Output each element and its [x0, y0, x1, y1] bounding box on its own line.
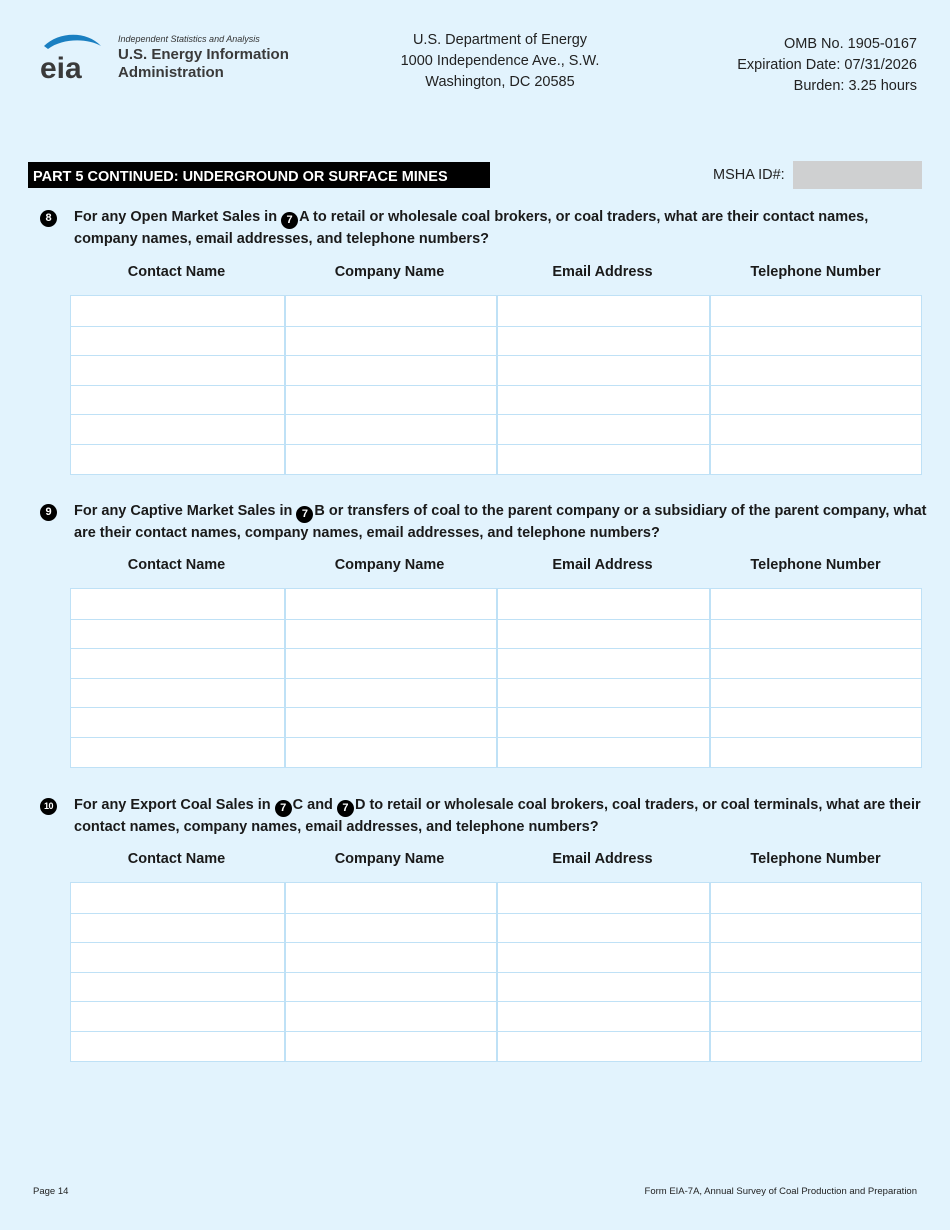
contact-name-input[interactable]	[71, 679, 284, 708]
table-row	[71, 737, 921, 767]
email-address-input[interactable]	[496, 445, 709, 474]
table-row	[71, 619, 921, 649]
col-contact-name: Contact Name	[127, 557, 226, 573]
email-address-input[interactable]	[496, 708, 709, 737]
contact-name-input[interactable]	[71, 589, 284, 619]
doe-address	[380, 30, 620, 93]
telephone-number-input[interactable]	[709, 943, 922, 972]
table-header	[70, 264, 922, 286]
contact-name-input[interactable]	[71, 883, 284, 913]
contact-name-input[interactable]	[71, 973, 284, 1002]
email-address-input[interactable]	[496, 943, 709, 972]
question-text-part: D to retail or wholesale coal brokers, coal traders, or coal terminals, what are their contact names, company names, email addresses, and telephone numbers?	[74, 797, 921, 835]
email-address-input[interactable]	[496, 386, 709, 415]
telephone-number-input[interactable]	[709, 589, 922, 619]
agency-name	[118, 46, 289, 82]
question-text-part: C and	[292, 797, 337, 813]
company-name-input[interactable]	[284, 415, 497, 444]
contact-name-input[interactable]	[71, 738, 284, 767]
company-name-input[interactable]	[284, 589, 497, 619]
logo-tagline: Independent Statistics and Analysis	[118, 34, 260, 44]
telephone-number-input[interactable]	[709, 883, 922, 913]
contact-name-input[interactable]	[71, 1032, 284, 1061]
email-address-input[interactable]	[496, 620, 709, 649]
question-7-reference-badge: 7	[275, 800, 292, 817]
question-7-reference-badge: 7	[296, 506, 313, 523]
table-row	[71, 707, 921, 737]
table-row	[71, 678, 921, 708]
col-company-name: Company Name	[334, 557, 445, 573]
col-company-name: Company Name	[334, 264, 445, 280]
table-row	[71, 972, 921, 1002]
table-row	[71, 1031, 921, 1061]
col-telephone-number: Telephone Number	[750, 557, 881, 573]
question-text	[74, 795, 934, 838]
page-number: Page 14	[33, 1186, 69, 1197]
company-name-input[interactable]	[284, 1002, 497, 1031]
question-7-reference-badge: 7	[281, 212, 298, 229]
company-name-input[interactable]	[284, 973, 497, 1002]
email-address-input[interactable]	[496, 327, 709, 356]
address-line1: U.S. Department of Energy	[412, 32, 588, 48]
telephone-number-input[interactable]	[709, 1032, 922, 1061]
msha-id-label: MSHA ID#:	[713, 167, 785, 183]
email-address-input[interactable]	[496, 296, 709, 326]
table-body	[70, 588, 922, 768]
table-row	[71, 913, 921, 943]
telephone-number-input[interactable]	[709, 1002, 922, 1031]
table-row	[71, 414, 921, 444]
eia-logo	[38, 32, 308, 84]
telephone-number-input[interactable]	[709, 356, 922, 385]
eia-logo-mark	[38, 32, 104, 82]
email-address-input[interactable]	[496, 415, 709, 444]
contacts-table-q9	[70, 557, 922, 768]
company-name-input[interactable]	[284, 620, 497, 649]
telephone-number-input[interactable]	[709, 914, 922, 943]
question-number-badge: 9	[40, 504, 57, 521]
table-body	[70, 295, 922, 475]
company-name-input[interactable]	[284, 327, 497, 356]
contacts-table-q8	[70, 264, 922, 475]
table-row	[71, 296, 921, 326]
table-row	[71, 589, 921, 619]
eia-wordmark: eia	[40, 52, 82, 82]
burden-hours: Burden: 3.25 hours	[793, 78, 917, 94]
company-name-input[interactable]	[284, 445, 497, 474]
contacts-table-q10	[70, 851, 922, 1062]
telephone-number-input[interactable]	[709, 679, 922, 708]
email-address-input[interactable]	[496, 973, 709, 1002]
contact-name-input[interactable]	[71, 914, 284, 943]
table-row	[71, 883, 921, 913]
col-company-name: Company Name	[334, 851, 445, 867]
question-number-badge: 10	[40, 798, 57, 815]
email-address-input[interactable]	[496, 589, 709, 619]
col-contact-name: Contact Name	[127, 264, 226, 280]
contact-name-input[interactable]	[71, 296, 284, 326]
address-line3: Washington, DC 20585	[425, 74, 575, 90]
table-row	[71, 355, 921, 385]
email-address-input[interactable]	[496, 356, 709, 385]
table-header	[70, 851, 922, 873]
table-row	[71, 385, 921, 415]
omb-number: OMB No. 1905-0167	[784, 36, 917, 52]
telephone-number-input[interactable]	[709, 296, 922, 326]
question-7-reference-badge: 7	[337, 800, 354, 817]
expiration-date: Expiration Date: 07/31/2026	[737, 57, 917, 73]
address-line2: 1000 Independence Ave., S.W.	[400, 53, 600, 69]
company-name-input[interactable]	[284, 649, 497, 678]
contact-name-input[interactable]	[71, 649, 284, 678]
telephone-number-input[interactable]	[709, 649, 922, 678]
question-number-badge: 8	[40, 210, 57, 227]
table-row	[71, 326, 921, 356]
contact-name-input[interactable]	[71, 943, 284, 972]
contact-name-input[interactable]	[71, 415, 284, 444]
email-address-input[interactable]	[496, 649, 709, 678]
table-row	[71, 942, 921, 972]
telephone-number-input[interactable]	[709, 415, 922, 444]
contact-name-input[interactable]	[71, 708, 284, 737]
telephone-number-input[interactable]	[709, 386, 922, 415]
company-name-input[interactable]	[284, 883, 497, 913]
company-name-input[interactable]	[284, 1032, 497, 1061]
email-address-input[interactable]	[496, 1002, 709, 1031]
table-header	[70, 557, 922, 579]
agency-name-line1: U.S. Energy Information	[118, 46, 289, 63]
col-email-address: Email Address	[552, 851, 653, 867]
table-row	[71, 648, 921, 678]
msha-id-input[interactable]	[793, 161, 922, 189]
table-row	[71, 1001, 921, 1031]
contact-name-input[interactable]	[71, 1002, 284, 1031]
contact-name-input[interactable]	[71, 327, 284, 356]
contact-name-input[interactable]	[71, 356, 284, 385]
col-contact-name: Contact Name	[127, 851, 226, 867]
email-address-input[interactable]	[496, 883, 709, 913]
telephone-number-input[interactable]	[709, 327, 922, 356]
company-name-input[interactable]	[284, 914, 497, 943]
table-row	[71, 444, 921, 474]
company-name-input[interactable]	[284, 679, 497, 708]
company-name-input[interactable]	[284, 738, 497, 767]
company-name-input[interactable]	[284, 943, 497, 972]
col-email-address: Email Address	[552, 264, 653, 280]
form-title-footer: Form EIA-7A, Annual Survey of Coal Production and Preparation	[644, 1186, 917, 1197]
question-text-part: For any Captive Market Sales in	[74, 503, 297, 519]
telephone-number-input[interactable]	[709, 738, 922, 767]
email-address-input[interactable]	[496, 914, 709, 943]
telephone-number-input[interactable]	[709, 445, 922, 474]
question-text	[74, 207, 934, 250]
company-name-input[interactable]	[284, 356, 497, 385]
company-name-input[interactable]	[284, 296, 497, 326]
col-telephone-number: Telephone Number	[750, 851, 881, 867]
omb-info	[657, 34, 917, 97]
telephone-number-input[interactable]	[709, 708, 922, 737]
question-text-part: B or transfers of coal to the parent company or a subsidiary of the parent company, what are their contact names, company names, email addresses, and telephone numbers?	[74, 503, 927, 541]
table-body	[70, 882, 922, 1062]
telephone-number-input[interactable]	[709, 973, 922, 1002]
col-telephone-number: Telephone Number	[750, 264, 881, 280]
company-name-input[interactable]	[284, 708, 497, 737]
email-address-input[interactable]	[496, 679, 709, 708]
question-text	[74, 501, 934, 544]
company-name-input[interactable]	[284, 386, 497, 415]
email-address-input[interactable]	[496, 738, 709, 767]
col-email-address: Email Address	[552, 557, 653, 573]
contact-name-input[interactable]	[71, 620, 284, 649]
agency-name-line2: Administration	[118, 64, 224, 81]
telephone-number-input[interactable]	[709, 620, 922, 649]
contact-name-input[interactable]	[71, 386, 284, 415]
email-address-input[interactable]	[496, 1032, 709, 1061]
question-text-part: For any Open Market Sales in	[74, 209, 282, 225]
part-title: PART 5 CONTINUED: UNDERGROUND OR SURFACE MINES	[28, 162, 490, 188]
question-text-part: A to retail or wholesale coal brokers, or coal traders, what are their contact names, company names, email addresses, and telephone numbers?	[74, 209, 869, 247]
contact-name-input[interactable]	[71, 445, 284, 474]
question-text-part: For any Export Coal Sales in	[74, 797, 275, 813]
